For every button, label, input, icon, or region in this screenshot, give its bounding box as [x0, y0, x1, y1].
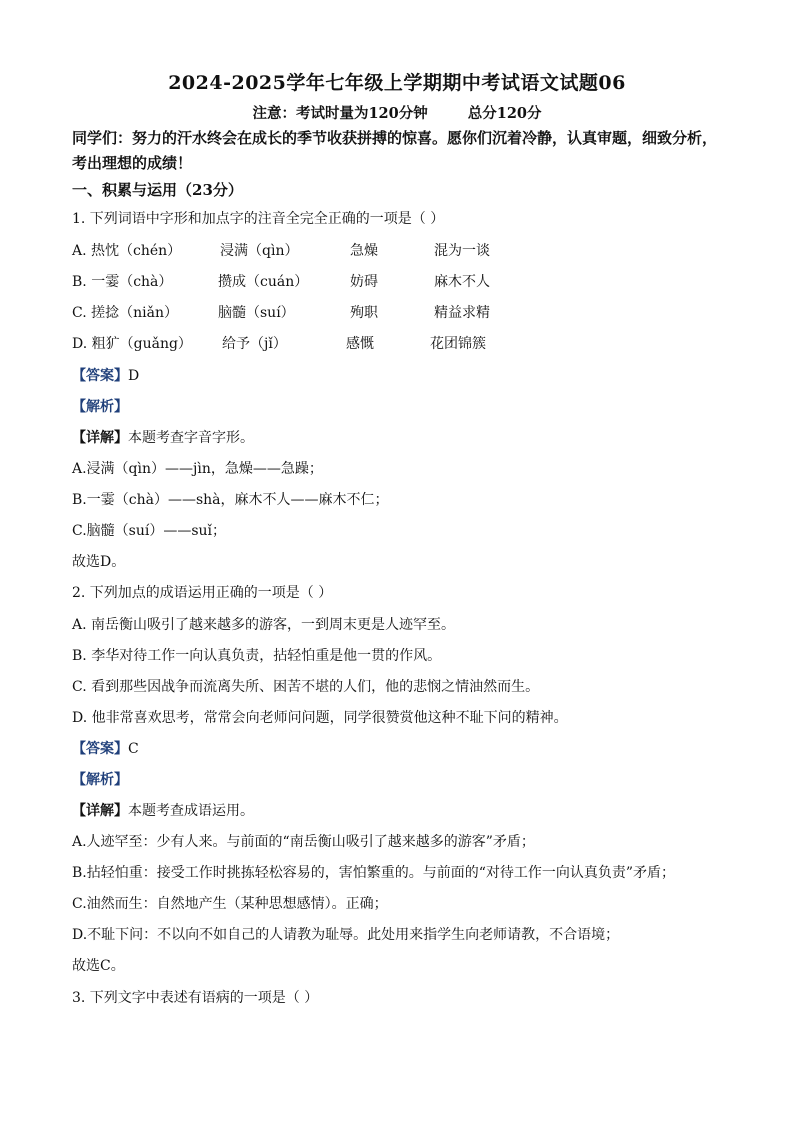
- q1-analysis-tag: [72, 396, 128, 416]
- q1-option-d-3: 感慨: [346, 336, 374, 352]
- q1-line-a: A.浸满（qìn）——jìn，急燥——急躁；: [72, 461, 323, 477]
- q3-stem: 3. 下列文字中表述有语病的一项是（ ）: [72, 990, 319, 1006]
- exam-time: 注意：考试时量为120分钟: [252, 105, 428, 122]
- detail-text: 本题考查字音字形。: [128, 430, 254, 446]
- detail-text: 本题考查成语运用。: [128, 803, 254, 819]
- q1-option-b-2: 攒成（cuán）: [218, 274, 309, 290]
- q2-detail: [72, 800, 254, 820]
- q1-stem: 1. 下列词语中字形和加点字的注音全完全正确的一项是（ ）: [72, 211, 445, 227]
- q2-line-b: B.拈轻怕重：接受工作时挑拣轻松容易的，害怕繁重的。与前面的“对待工作一向认真负责”矛盾；: [72, 865, 676, 881]
- detail-tag: 【详解】: [72, 430, 128, 446]
- q1-option-a-4: 混为一谈: [434, 243, 490, 259]
- q1-option-b-4: 麻木不人: [434, 274, 490, 290]
- q1-option-c-4: 精益求精: [434, 305, 490, 321]
- q1-option-c-2: 脑髓（suí）: [218, 305, 295, 321]
- answer-tag: 【答案】: [72, 741, 128, 757]
- intro-text: 同学们：努力的汗水终会在成长的季节收获拼搏的惊喜。愿你们沉着冷静，认真审题，细致分析，考出理想的成绩！: [72, 129, 718, 172]
- exam-note: [0, 102, 794, 123]
- q2-answer: [72, 738, 139, 758]
- q2-option-a: A. 南岳衡山吸引了越来越多的游客，一到周末更是人迹罕至。: [72, 617, 456, 633]
- q1-option-b-3: 妨碍: [350, 274, 378, 290]
- q2-line-a: A.人迹罕至：少有人来。与前面的“南岳衡山吸引了越来越多的游客”矛盾；: [72, 834, 535, 850]
- analysis-tag: 【解析】: [72, 399, 128, 415]
- q1-detail: [72, 427, 254, 447]
- answer-value: C: [128, 741, 139, 757]
- q1-option-a-2: 浸满（qìn）: [220, 243, 299, 259]
- answer-tag: 【答案】: [72, 368, 128, 384]
- q1-line-c: C.脑髓（suí）——suǐ；: [72, 523, 227, 539]
- q1-answer: [72, 365, 139, 385]
- q2-option-b: B. 李华对待工作一向认真负责，拈轻怕重是他一贯的作风。: [72, 648, 442, 664]
- q2-stem: 2. 下列加点的成语运用正确的一项是（ ）: [72, 585, 333, 601]
- q1-option-b-1: B. 一霎（chà）: [72, 274, 173, 290]
- page-title: 2024-2025学年七年级上学期期中考试语文试题06: [168, 72, 626, 94]
- q1-option-a-1: A. 热忱（chén）: [72, 243, 182, 259]
- section-heading: 一、积累与运用（23分）: [72, 181, 243, 199]
- exam-score: 总分120分: [467, 105, 542, 122]
- q2-line-c: C.油然而生：自然地产生（某种思想感情）。正确；: [72, 896, 388, 912]
- answer-value: D: [128, 368, 140, 384]
- q2-option-d: D. 他非常喜欢思考，常常会向老师问问题，同学很赞赏他这种不耻下问的精神。: [72, 710, 568, 726]
- q1-option-d-2: 给予（jǐ）: [222, 336, 287, 352]
- q2-analysis-tag: [72, 769, 128, 789]
- analysis-tag: 【解析】: [72, 772, 128, 788]
- q1-option-a-3: 急燥: [350, 243, 378, 259]
- q1-option-c-1: C. 搓捻（niǎn）: [72, 305, 178, 321]
- q2-line-d: D.不耻下问：不以向不如自己的人请教为耻辱。此处用来指学生向老师请教，不合语境；: [72, 927, 620, 943]
- q2-option-c: C. 看到那些因战争而流离失所、困苦不堪的人们，他的悲悯之情油然而生。: [72, 679, 540, 695]
- q1-line-b: B.一霎（chà）——shà，麻木不人——麻木不仁；: [72, 492, 389, 508]
- q1-option-d-1: D. 粗犷（guǎng）: [72, 336, 192, 352]
- q1-option-d-4: 花团锦簇: [430, 336, 486, 352]
- q2-conclusion: 故选C。: [72, 958, 125, 974]
- q1-option-c-3: 殉职: [350, 305, 378, 321]
- q1-conclusion: 故选D。: [72, 554, 126, 570]
- detail-tag: 【详解】: [72, 803, 128, 819]
